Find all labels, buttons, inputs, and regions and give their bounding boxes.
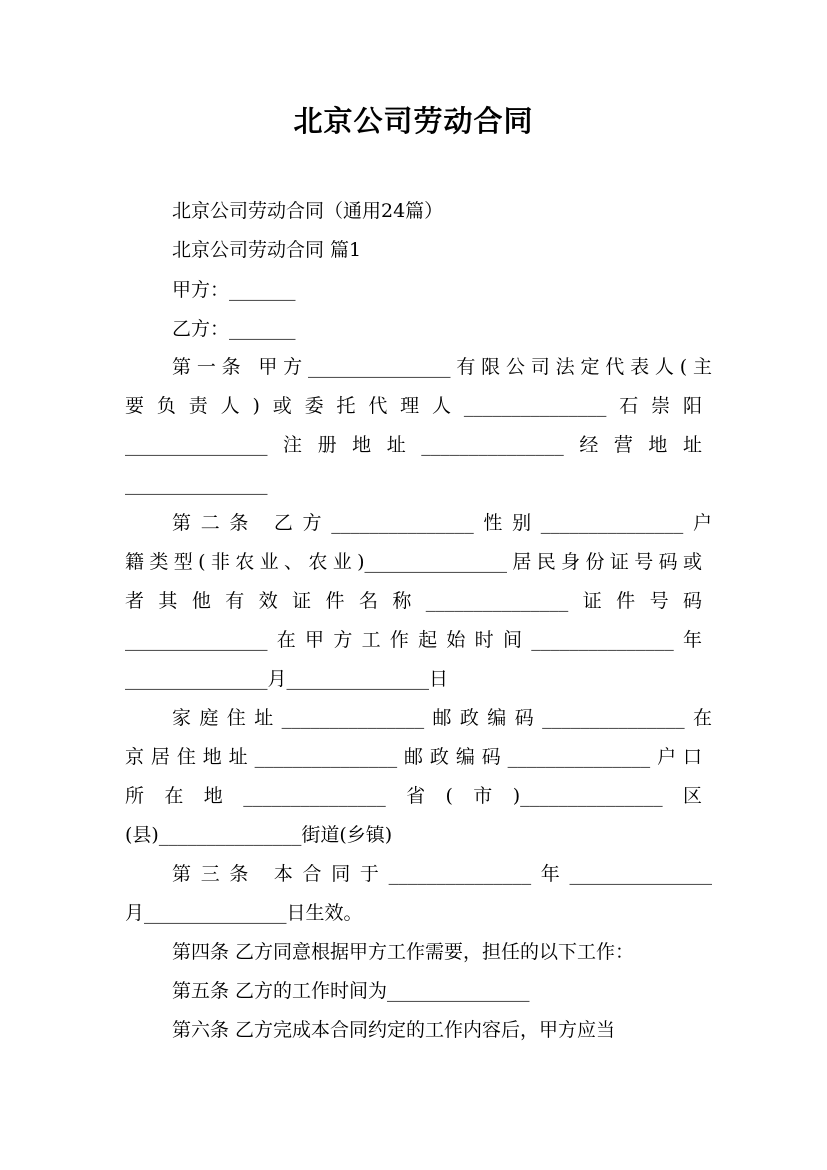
article-1-line-1: 第一条 甲方_______________有限公司法定代表人(主 bbox=[172, 356, 712, 378]
article-4-line: 第四条 乙方同意根据甲方工作需要，担任的以下工作： bbox=[172, 941, 635, 963]
address-line-1: 家庭住址_______________邮政编码_______________在 bbox=[172, 707, 712, 729]
article-3-line-2: 月_______________日生效。 bbox=[125, 902, 363, 924]
article-2-line-3: 者其他有效证件名称_______________证件号码 bbox=[125, 590, 702, 612]
article-1-line-4: _______________ bbox=[125, 473, 268, 495]
subtitle-line: 北京公司劳动合同（通用24篇） bbox=[172, 200, 444, 222]
address-line-4: (县)_______________街道(乡镇) bbox=[125, 824, 393, 846]
article-2-line-2: 籍类型(非农业、农业)_______________居民身份证号码或 bbox=[125, 551, 702, 573]
party-b-line: 乙方：_______ bbox=[172, 318, 296, 340]
article-6-line: 第六条 乙方完成本合同约定的工作内容后，甲方应当 bbox=[172, 1019, 616, 1041]
document-title: 北京公司劳动合同 bbox=[293, 104, 534, 138]
article-2-line-1: 第二条 乙方_______________性别_______________户 bbox=[172, 512, 712, 534]
article-1-line-2: 要负责人)或委托代理人_______________石崇阳 bbox=[125, 395, 702, 417]
party-a-line: 甲方：_______ bbox=[172, 279, 296, 301]
article-3-line-1: 第三条 本合同于_______________年_______________ bbox=[172, 863, 712, 885]
address-line-2: 京居住地址_______________邮政编码_______________户口 bbox=[125, 746, 702, 768]
article-2-line-4: _______________在甲方工作起始时间_______________年 bbox=[125, 629, 702, 651]
article-2-line-5: _______________月_______________日 bbox=[125, 668, 449, 690]
article-1-line-3: _______________注册地址_______________经营地址 bbox=[125, 434, 702, 456]
address-line-3: 所在地_______________省(市)_______________区 bbox=[125, 785, 702, 807]
article-5-line: 第五条 乙方的工作时间为_______________ bbox=[172, 980, 530, 1002]
section-heading: 北京公司劳动合同 篇1 bbox=[172, 239, 362, 261]
